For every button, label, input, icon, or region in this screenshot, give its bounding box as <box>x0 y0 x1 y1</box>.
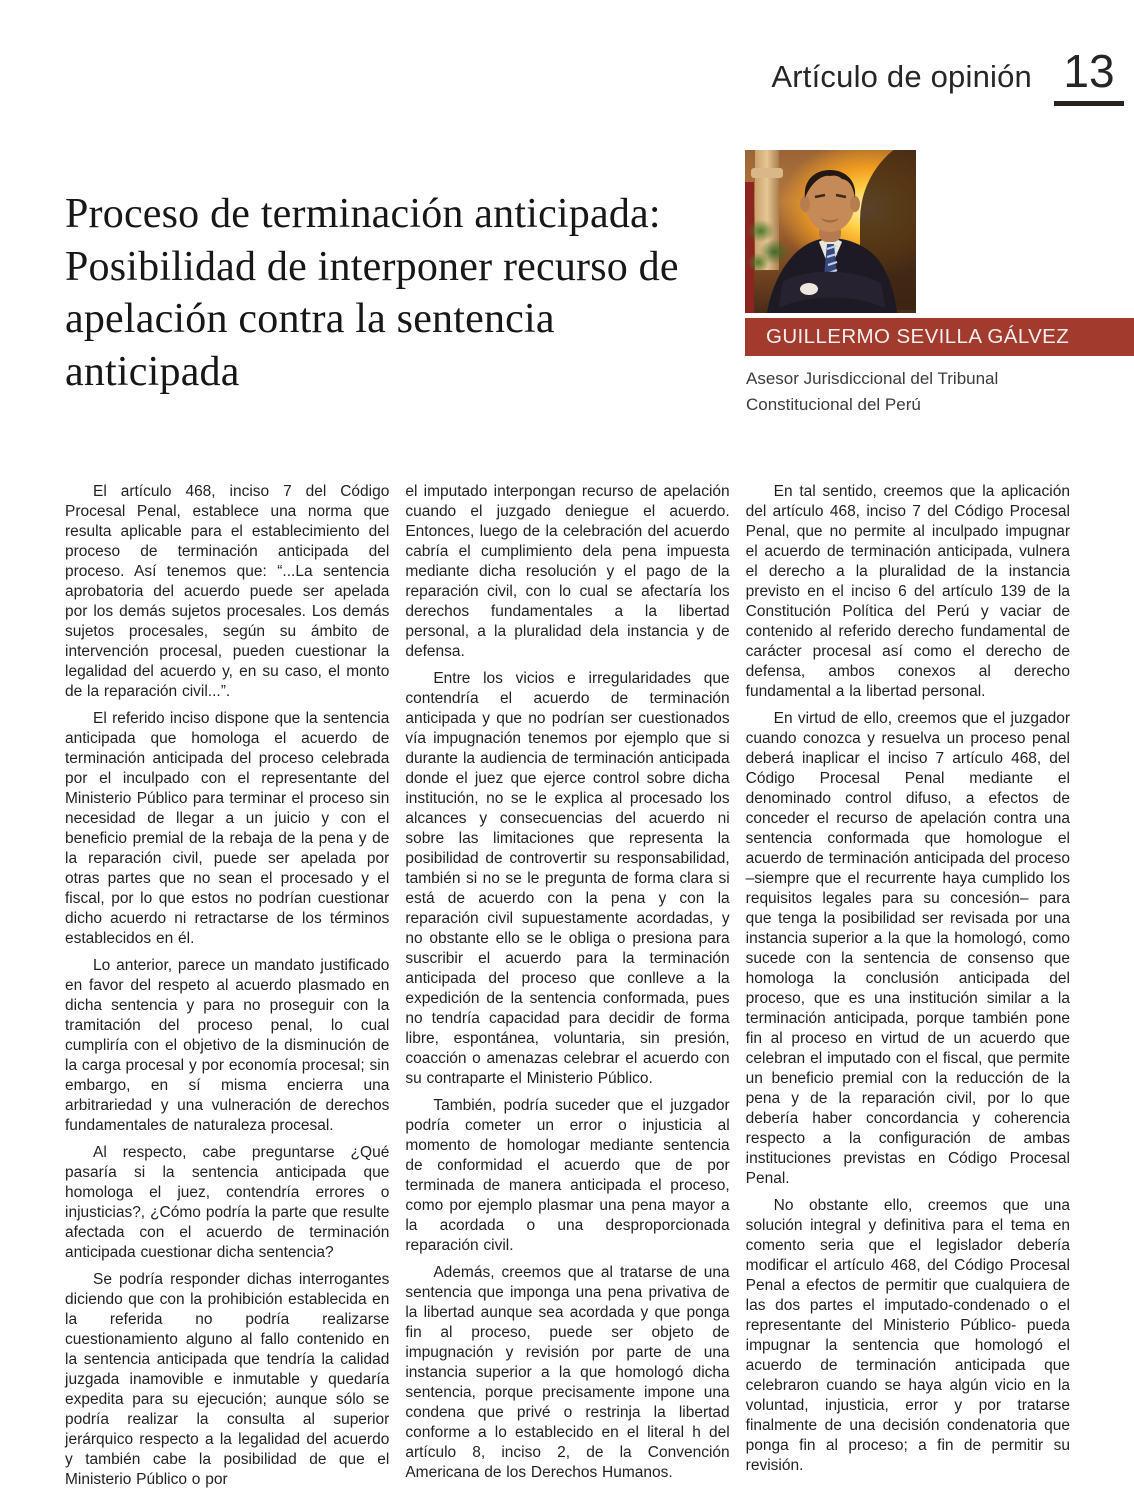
paragraph: También, podría suceder que el juzgador podría cometer un error o injusticia al momento de homologar mediante sentencia de conformidad el acuerdo que de por terminada de manera anticipada el proceso, como por ejemplo plasmar una pena mayor a la acordada o una desproporcionada reparación civil. <box>405 1097 730 1254</box>
paragraph-continuation: el imputado interpongan recurso de apelación cuando el juzgado deniegue el acuerdo. Entonces, luego de la celebración del acuerdo cabría el cumplimiento dela pena impuesta mediante dicha resolución y el pago de la reparación civil, con lo cual se afectaría los derechos fundamentales a la libertad personal, a la pluralidad dela instancia y de defensa. <box>405 483 730 660</box>
page-number-underline <box>1054 101 1124 106</box>
column-1 <box>65 482 389 1497</box>
paragraph: Además, creemos que al tratarse de una sentencia que imponga una pena privativa de la libertad aunque sea acordada y que ponga fin al proceso, puede ser objeto de impugnación y revisión por parte de una instancia superior a la que homologó dicha sentencia, porque precisamente impone una condena que privé o restrinja la libertad conforme a lo establecido en el literal h del artículo 8, inciso 2, de la Convención Americana de los Derechos Humanos. <box>405 1264 730 1481</box>
section-header <box>771 45 1124 106</box>
paragraph: En virtud de ello, creemos que el juzgador cuando conozca y resuelva un proceso penal deberá inaplicar el inciso 7 artículo 468, del Código Procesal Penal mediante el denominado control difuso, a efectos de conceder el recurso de apelación contra una sentencia conformada que homologue el acuerdo de terminación anticipada del proceso –siempre que el recurrente haya cumplido los requisitos legales para su concesión– para que tenga la posibilidad ser revisada por una instancia superior a la que la homologó, como sucede con la sentencia de consenso que homologa la conclusión anticipada del proceso, que es una institución similar a la terminación anticipada, porque también pone fin al proceso en virtud de un acuerdo que celebran el imputado con el fiscal, que permite un beneficio premial con la reducción de la pena y de la reparación civil, por lo que debería haber concordancia y coherencia respecto a la configuración de ambas instituciones previstas en Código Procesal Penal. <box>745 710 1070 1187</box>
column-2 <box>405 482 729 1497</box>
paragraph: Lo anterior, parece un mandato justificado en favor del respeto al acuerdo plasmado en dicha sentencia y para no proseguir con la tramitación del proceso penal, lo cual cumpliría con el objetivo de la disminución de la carga procesal y por economía procesal; sin embargo, en sí misma encierra una arbitrariedad y una vulneración de derechos fundamentales de naturaleza procesal. <box>65 957 390 1134</box>
author-banner <box>745 318 1134 356</box>
paragraph: Se podría responder dichas interrogantes diciendo que con la prohibición establecida en la referida no podría realizarse cuestionamiento alguno al fallo contenido en la sentencia anticipada que tendría la calidad juzgada inamovible e inmutable y quedaría expedita para su ejecución; aunque sólo se podría realizar la consulta al superior jerárquico respecto a la legalidad del acuerdo y también cabe la posibilidad de que el Ministerio Público o por <box>65 1271 390 1488</box>
article-title: Proceso de terminación anticipada: Posibilidad de interponer recurso de apelación contra la sentencia anticipada <box>65 191 679 395</box>
article-body <box>65 482 1070 1497</box>
author-photo <box>745 150 916 313</box>
section-label: Artículo de opinión <box>771 59 1032 94</box>
paragraph: En tal sentido, creemos que la aplicación del artículo 468, inciso 7 del Código Procesal Penal, que no permite al inculpado impugnar el acuerdo de terminación anticipada, vulnera el derecho a la pluralidad de la instancia previsto en el inciso 6 del artículo 139 de la Constitución Política del Perú y vaciar de contenido al referido derecho fundamental de carácter procesal así como el derecho de defensa, ambos conexos al derecho fundamental a la libertad personal. <box>745 483 1070 700</box>
paragraph: Entre los vicios e irregularidades que contendría el acuerdo de terminación anticipada y que no podrían ser cuestionados vía impugnación tenemos por ejemplo que si durante la audiencia de terminación anticipada donde el juez que ejerce control sobre dicha institución, no se le explica al procesado los alcances y consecuencias del acuerdo ni sobre las limitaciones que representa la posibilidad de controvertir su responsabilidad, también si no se le pregunta de forma clara si está de acuerdo con la pena y con la reparación civil supuestamente acordadas, y no obstante ello se le obliga o presiona para suscribir el acuerdo para la terminación anticipada del proceso que conlleve a la expedición de la sentencia conformada, pues no tendría capacidad para decidir de forma libre, espontánea, voluntaria, sin presión, coacción o amenazas celebrar el acuerdo con su contraparte el Ministerio Público. <box>405 670 730 1087</box>
author-affiliation: Asesor Jurisdiccional del Tribunal Constitucional del Perú <box>746 369 999 415</box>
author-silhouette <box>745 150 916 313</box>
column-3 <box>746 482 1070 1497</box>
paragraph: Al respecto, cabe preguntarse ¿Qué pasaría si la sentencia anticipada que homologa el juez, contendría errores o injusticias?, ¿Cómo podría la parte que resulte afectada con el acuerdo de terminación anticipada cuestionar dicha sentencia? <box>65 1144 390 1261</box>
page-number: 13 <box>1063 45 1115 97</box>
author-name: GUILLERMO SEVILLA GÁLVEZ <box>766 325 1070 348</box>
page-number-block <box>1054 45 1124 106</box>
paragraph: No obstante ello, creemos que una solución integral y definitiva para el tema en comento seria que el legislador debería modificar el artículo 468, del Código Procesal Penal a efectos de permitir que cualquiera de las dos partes el imputado-condenado o el representante del Ministerio Público- pueda impugnar la sentencia que homologó el acuerdo de terminación anticipada que celebraron cuando se haya algún vicio en la voluntad, injusticia, error y por tratarse finalmente de una decisión condenatoria que ponga fin al proceso; a fin de permitir su revisión. <box>745 1197 1070 1474</box>
paragraph: El referido inciso dispone que la sentencia anticipada que homologa el acuerdo de terminación anticipada del proceso celebrada por el inculpado con el representante del Ministerio Público para terminar el proceso sin necesidad de llegar a un juicio y con el beneficio premial de la rebaja de la pena y de la reparación civil, puede ser apelada por otras partes que no sean el procesado y el fiscal, por lo que estos no podrían cuestionar dicho acuerdo ni retractarse de los términos establecidos en él. <box>65 710 390 947</box>
paragraph: El artículo 468, inciso 7 del Código Procesal Penal, establece una norma que resulta aplicable para el establecimiento del proceso de terminación anticipada del proceso. Así tenemos que: “...La sentencia aprobatoria del acuerdo puede ser apelada por los demás sujetos procesales. Los demás sujetos procesales, según su ámbito de intervención procesal, pueden cuestionar la legalidad del acuerdo y, en su caso, el monto de la reparación civil...”. <box>65 483 390 700</box>
